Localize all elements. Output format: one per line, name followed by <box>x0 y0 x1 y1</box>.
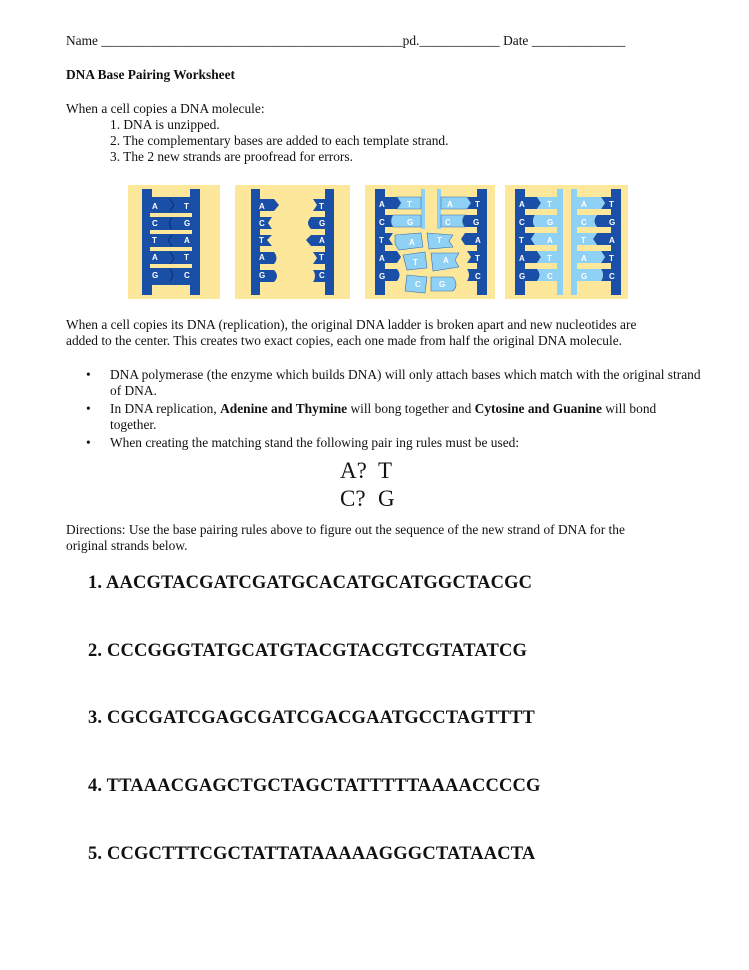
svg-text:G: G <box>319 219 326 228</box>
replication-paragraph-line-1: When a cell copies its DNA (replication), the original DNA ladder is broken apart and new nucleotides are <box>66 317 637 332</box>
svg-text:T: T <box>152 236 157 245</box>
svg-text:T: T <box>413 258 418 267</box>
svg-text:G: G <box>407 218 414 227</box>
svg-text:G: G <box>519 272 526 281</box>
replication-paragraph-line-2: added to the center. This creates two exact copies, each one made from half the original DNA molecule. <box>66 333 622 348</box>
svg-text:G: G <box>379 272 386 281</box>
svg-text:A: A <box>184 236 190 245</box>
svg-text:C: C <box>415 280 421 289</box>
svg-text:G: G <box>581 272 588 281</box>
period-field[interactable]: ____________ <box>419 33 500 48</box>
svg-text:T: T <box>184 202 189 211</box>
sequence-5: 5. CCGCTTTCGCTATTATAAAAAGGGCTATAACTA <box>88 844 536 864</box>
svg-text:C: C <box>609 272 615 281</box>
svg-text:C: C <box>445 218 451 227</box>
svg-text:C: C <box>259 219 265 228</box>
sequence-1: 1. AACGTACGATCGATGCACATGCATGGCTACGC <box>88 573 533 593</box>
sequence-2: 2. CCCGGGTATGCATGTACGTACGTCGTATATCG <box>88 641 528 661</box>
sequence-4: 4. TTAAACGAGCTGCTAGCTATTTTTAAAACCCCG <box>88 776 541 796</box>
svg-text:T: T <box>184 253 189 262</box>
svg-text:T: T <box>547 254 552 263</box>
svg-text:T: T <box>609 254 614 263</box>
dna-replication-figure <box>128 185 628 299</box>
svg-text:C: C <box>581 218 587 227</box>
svg-text:A: A <box>379 254 385 263</box>
svg-text:G: G <box>547 218 554 227</box>
date-field[interactable]: ______________ <box>531 33 626 48</box>
intro-lead: When a cell copies a DNA molecule: <box>66 101 265 116</box>
svg-text:A: A <box>259 253 265 262</box>
svg-text:G: G <box>439 280 446 289</box>
svg-text:A: A <box>475 236 481 245</box>
svg-text:G: G <box>184 219 191 228</box>
svg-text:A: A <box>581 200 587 209</box>
panel-unzipped-dna <box>235 185 350 299</box>
svg-text:A: A <box>581 254 587 263</box>
name-label: Name <box>66 33 98 48</box>
svg-text:A: A <box>152 253 158 262</box>
svg-text:A: A <box>443 256 449 265</box>
svg-text:A: A <box>519 254 525 263</box>
pairing-rule-a-t: A? T <box>340 458 393 483</box>
svg-text:T: T <box>259 236 264 245</box>
svg-text:A: A <box>447 200 453 209</box>
step-2: 2. The complementary bases are added to each template strand. <box>110 133 449 148</box>
svg-text:A: A <box>409 238 415 247</box>
svg-text:C: C <box>547 272 553 281</box>
svg-text:C: C <box>519 218 525 227</box>
panel-intact-dna <box>128 185 220 299</box>
svg-text:C: C <box>379 218 385 227</box>
svg-text:A: A <box>547 236 553 245</box>
pairing-rule-c-g: C? G <box>340 486 395 511</box>
svg-text:G: G <box>473 218 480 227</box>
adenine-thymine-bold: Adenine and Thymine <box>220 401 348 416</box>
svg-text:T: T <box>319 202 324 211</box>
svg-text:C: C <box>152 219 158 228</box>
svg-text:T: T <box>437 236 442 245</box>
header-fields <box>66 33 625 49</box>
svg-text:G: G <box>152 271 159 280</box>
svg-text:G: G <box>609 218 616 227</box>
svg-text:A: A <box>259 202 265 211</box>
step-1: 1. DNA is unzipped. <box>110 117 220 132</box>
directions-line-1: Directions: Use the base pairing rules above to figure out the sequence of the new strand of DNA for the <box>66 522 625 537</box>
svg-text:G: G <box>259 271 266 280</box>
svg-text:T: T <box>547 200 552 209</box>
svg-text:A: A <box>319 236 325 245</box>
cytosine-guanine-bold: Cytosine and Guanine <box>474 401 602 416</box>
svg-text:T: T <box>519 236 524 245</box>
svg-text:T: T <box>407 200 412 209</box>
svg-text:A: A <box>379 200 385 209</box>
svg-text:T: T <box>475 200 480 209</box>
svg-text:A: A <box>609 236 615 245</box>
svg-text:A: A <box>519 200 525 209</box>
bullet-polymerase: • DNA polymerase (the enzyme which builds DNA) will only attach bases which match with the original strand of DNA. <box>66 367 706 399</box>
panel-adding-nucleotides <box>365 185 495 299</box>
svg-text:T: T <box>319 253 324 262</box>
period-label: pd. <box>402 33 420 48</box>
bullet-pairing: • In DNA replication, Adenine and Thymine will bong together and Cytosine and Guanine will bond together. <box>66 401 706 433</box>
svg-text:T: T <box>379 236 384 245</box>
svg-text:T: T <box>475 254 480 263</box>
svg-text:C: C <box>184 271 190 280</box>
svg-text:T: T <box>581 236 586 245</box>
bullet-list <box>66 367 706 453</box>
directions-line-2: original strands below. <box>66 538 188 553</box>
svg-text:C: C <box>475 272 481 281</box>
panel-two-copies <box>505 185 628 299</box>
worksheet-title: DNA Base Pairing Worksheet <box>66 67 235 82</box>
name-field[interactable]: _____________________________________________ <box>101 33 403 48</box>
step-3: 3. The 2 new strands are proofread for errors. <box>110 149 353 164</box>
svg-text:A: A <box>152 202 158 211</box>
date-label: Date <box>503 33 529 48</box>
bullet-rules: • When creating the matching stand the following pair ing rules must be used: <box>66 435 706 451</box>
svg-text:T: T <box>609 200 614 209</box>
svg-text:C: C <box>319 271 325 280</box>
sequence-3: 3. CGCGATCGAGCGATCGACGAATGCCTAGTTTT <box>88 708 535 728</box>
